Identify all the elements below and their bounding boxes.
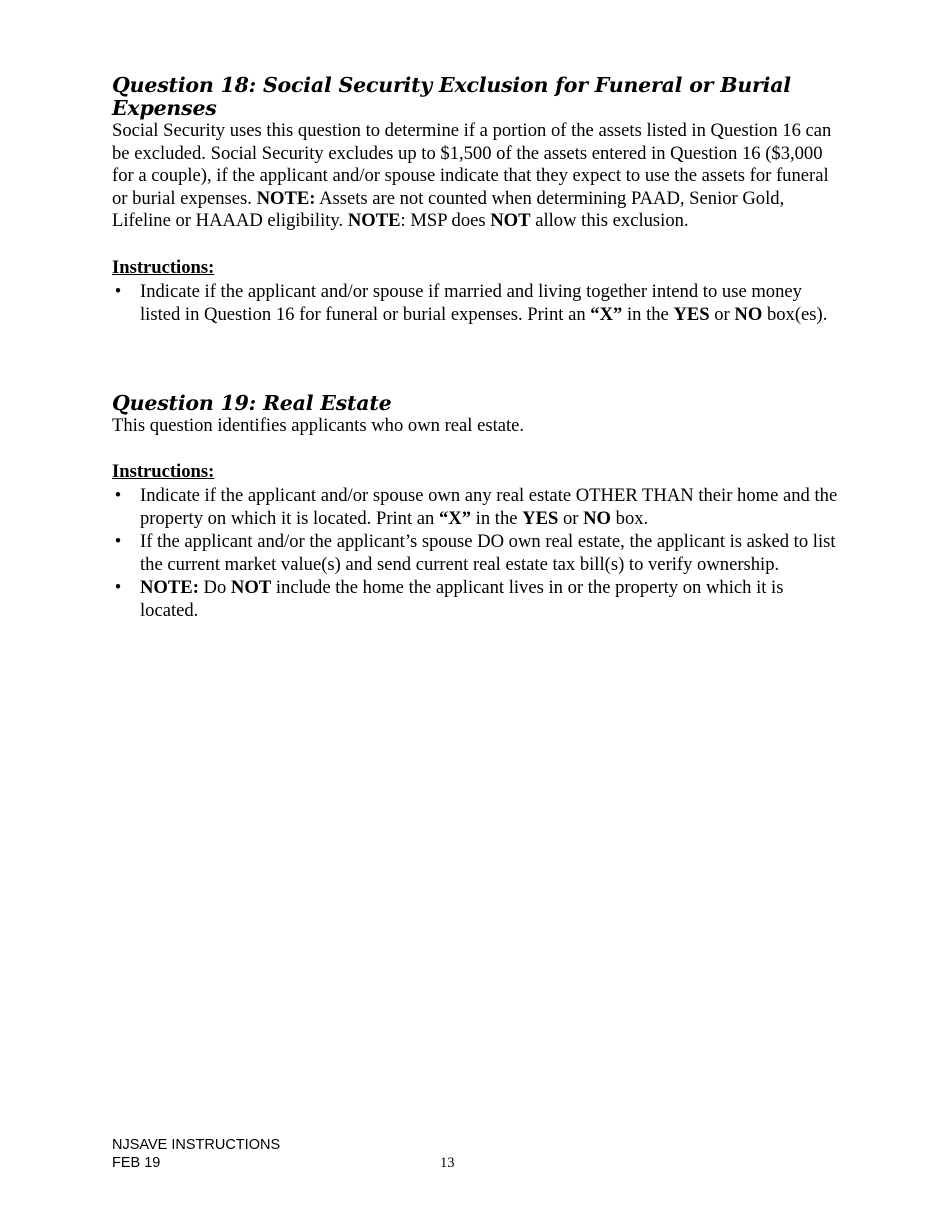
- question-18-instructions-label: Instructions:: [112, 256, 215, 278]
- list-item: • If the applicant and/or the applicant’s spouse DO own real estate, the applicant is asked to list the current market value(s) and send current real estate tax bill(s) to verify ownership.: [112, 530, 838, 576]
- question-18-intro: Social Security uses this question to determine if a portion of the assets listed in Question 16 can be excluded. Social Security excludes up to $1,500 of the assets entered in Question 16 ($3,000 for a couple), if the applicant and/or spouse indicate that they expect to use the assets for funeral or burial expenses. NOTE: Assets are not counted when determining PAAD, Senior Gold, Lifeline or HAAAD eligibility. NOTE: MSP does NOT allow this exclusion.: [112, 120, 832, 232]
- list-item: • NOTE: Do NOT include the home the applicant lives in or the property on which it is located.: [112, 576, 838, 622]
- footer-document-title: NJSAVE INSTRUCTIONS: [112, 1137, 281, 1153]
- question-19-instruction-list: [112, 484, 838, 622]
- bullet-icon: •: [114, 484, 122, 506]
- list-item: • Indicate if the applicant and/or spouse if married and living together intend to use money listed in Question 16 for funeral or burial expenses. Print an “X” in the YES or NO box(es).: [112, 280, 838, 326]
- bullet-icon: •: [114, 576, 122, 598]
- question-18-instruction-list: [112, 280, 838, 326]
- bullet-icon: •: [114, 280, 122, 302]
- question-19-intro: This question identifies applicants who own real estate.: [112, 414, 525, 436]
- page-footer: [112, 1136, 280, 1172]
- page-number: 13: [440, 1155, 455, 1171]
- footer-date: FEB 19: [112, 1155, 161, 1171]
- question-19-instructions-label: Instructions:: [112, 461, 215, 483]
- bullet-icon: •: [114, 530, 122, 552]
- document-page: [112, 74, 838, 622]
- question-19-heading: Question 19: Real Estate: [112, 390, 392, 415]
- list-item: • Indicate if the applicant and/or spouse own any real estate OTHER THAN their home and the property on which it is located. Print an “X” in the YES or NO box.: [112, 484, 838, 530]
- question-18-heading: Question 18: Social Security Exclusion for Funeral or Burial Expenses: [112, 73, 791, 120]
